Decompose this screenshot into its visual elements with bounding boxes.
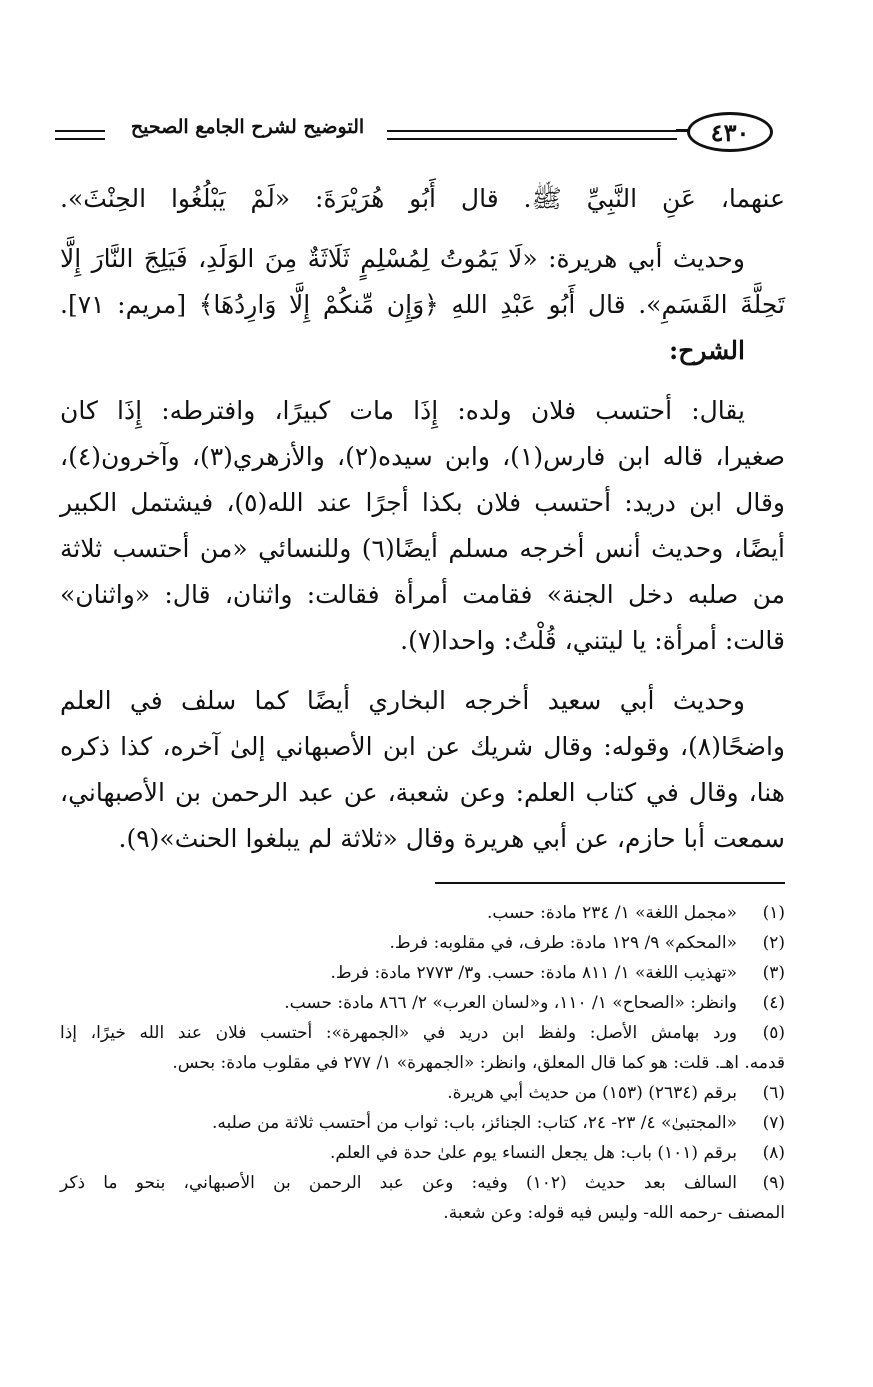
footnote-continuation: المصنف -رحمه الله- وليس فيه قوله: وعن شعبة. [443,1203,785,1223]
text-line: تَحِلَّةَ القَسَمِ». قال أَبُو عَبْدِ اللهِ ﴿وَإِن مِّنكُمْ إِلَّا وَارِدُهَا﴾ [مريم: ٧١]. [60,290,785,319]
footnote-text: «مجمل اللغة» ١/ ٢٣٤ مادة: حسب. [486,903,737,923]
text-line: قالت: أمرأة: يا ليتني، قُلْتُ: واحدا(٧). [400,626,785,655]
footnote-text: «المحكم» ٩/ ١٢٩ مادة: طرف، في مقلوبه: فرط. [389,933,737,953]
footnote-text: السالف بعد حديث (١٠٢) وفيه: وعن عبد الرحمن بن الأصبهاني، بنحو ما ذكر [60,1173,737,1193]
header-rule-middle [387,130,677,140]
text-line: هنا، وقال في كتاب العلم: وعن شعبة، عن عبد الرحمن بن الأصبهاني، [60,778,785,807]
text-line: واضحًا(٨)، وقوله: وقال شريك عن ابن الأصبهاني إلىٰ آخره، كذا ذكره [60,732,785,761]
footnote-text: برقم (٢٦٣٤) (١٥٣) من حديث أبي هريرة. [447,1083,737,1103]
footnote [60,1168,785,1198]
footnote-continuation: قدمه. اهـ. قلت: هو كما قال المعلق، وانظر: «الجمهرة» ١/ ٢٧٧ في مقلوب مادة: بحس. [172,1053,785,1073]
text-line: وحديث أبي هريرة: «لَا يَمُوتُ لِمُسْلِمٍ ثَلَاثَةٌ مِنَ الوَلَدِ، فَيَلِجَ النَّارَ إِلَّا [60,244,745,273]
text-line: وقال ابن دريد: أحتسب فلان بكذا أجرًا عند الله(٥)، فيشتمل الكبير [60,488,785,517]
footnote-number: (٤) [762,993,785,1013]
footnote-number: (٧) [762,1113,785,1133]
text-line: وحديث أبي سعيد أخرجه البخاري أيضًا كما سلف في العلم [60,686,745,715]
footnote-number: (٨) [762,1143,785,1163]
footnote-text: «تهذيب اللغة» ١/ ٨١١ مادة: حسب. و٣/ ٢٧٧٣ مادة: فرط. [330,963,737,983]
section-heading: الشرح: [668,336,745,365]
text-line: صغيرا، قاله ابن فارس(١)، وابن سيده(٢)، والأزهري(٣)، وآخرون(٤)، [60,442,785,471]
footnote [60,988,785,1018]
footnote [60,1018,785,1048]
page-number: ٤٣٠ [687,112,773,152]
footnote-number: (١) [762,903,785,923]
footnote-text: برقم (١٠١) باب: هل يجعل النساء يوم علىٰ حدة في العلم. [330,1143,737,1163]
footnote-number: (٦) [762,1083,785,1103]
footnote-number: (٢) [762,933,785,953]
footnote [60,898,785,928]
footnote [60,1078,785,1108]
footnote-number: (٣) [762,963,785,983]
footnote-number: (٩) [762,1173,785,1193]
footnote-text: «المجتبىٰ» ٤/ ٢٣- ٢٤، كتاب: الجنائز، باب: ثواب من أحتسب ثلاثة من صلبه. [212,1113,737,1133]
footnote-text: وانظر: «الصحاح» ١/ ١١٠، و«لسان العرب» ٢/ ٨٦٦ مادة: حسب. [284,993,737,1013]
running-header [55,108,775,160]
footnote [60,1108,785,1138]
header-rule-left [55,130,105,140]
text-line: عنهما، عَنِ النَّبِيِّ ﷺ. قال أَبُو هُرَيْرَةَ: «لَمْ يَبْلُغُوا الحِنْثَ». [60,184,785,213]
text-line: أيضًا، وحديث أنس أخرجه مسلم أيضًا(٦) وللنسائي «من أحتسب ثلاثة [60,534,785,563]
text-line: من صلبه دخل الجنة» فقامت أمرأة فقالت: واثنان، قال: «واثنان» [60,580,785,609]
footnotes [60,898,785,1228]
text-line: سمعت أبا حازم، عن أبي هريرة وقال «ثلاثة لم يبلغوا الحنث»(٩). [118,824,785,853]
running-title: التوضيح لشرح الجامع الصحيح [130,116,365,138]
footnote-number: (٥) [762,1023,785,1043]
footnote-divider [435,882,785,884]
footnote-text: ورد بهامش الأصل: ولفظ ابن دريد في «الجمهرة»: أحتسب فلان عند الله خيرًا، إذا [60,1023,737,1043]
footnote [60,958,785,988]
text-line: يقال: أحتسب فلان ولده: إِذَا مات كبيرًا، وافترطه: إِذَا كان [60,396,745,425]
footnote [60,1138,785,1168]
footnote [60,928,785,958]
main-text [60,176,785,862]
